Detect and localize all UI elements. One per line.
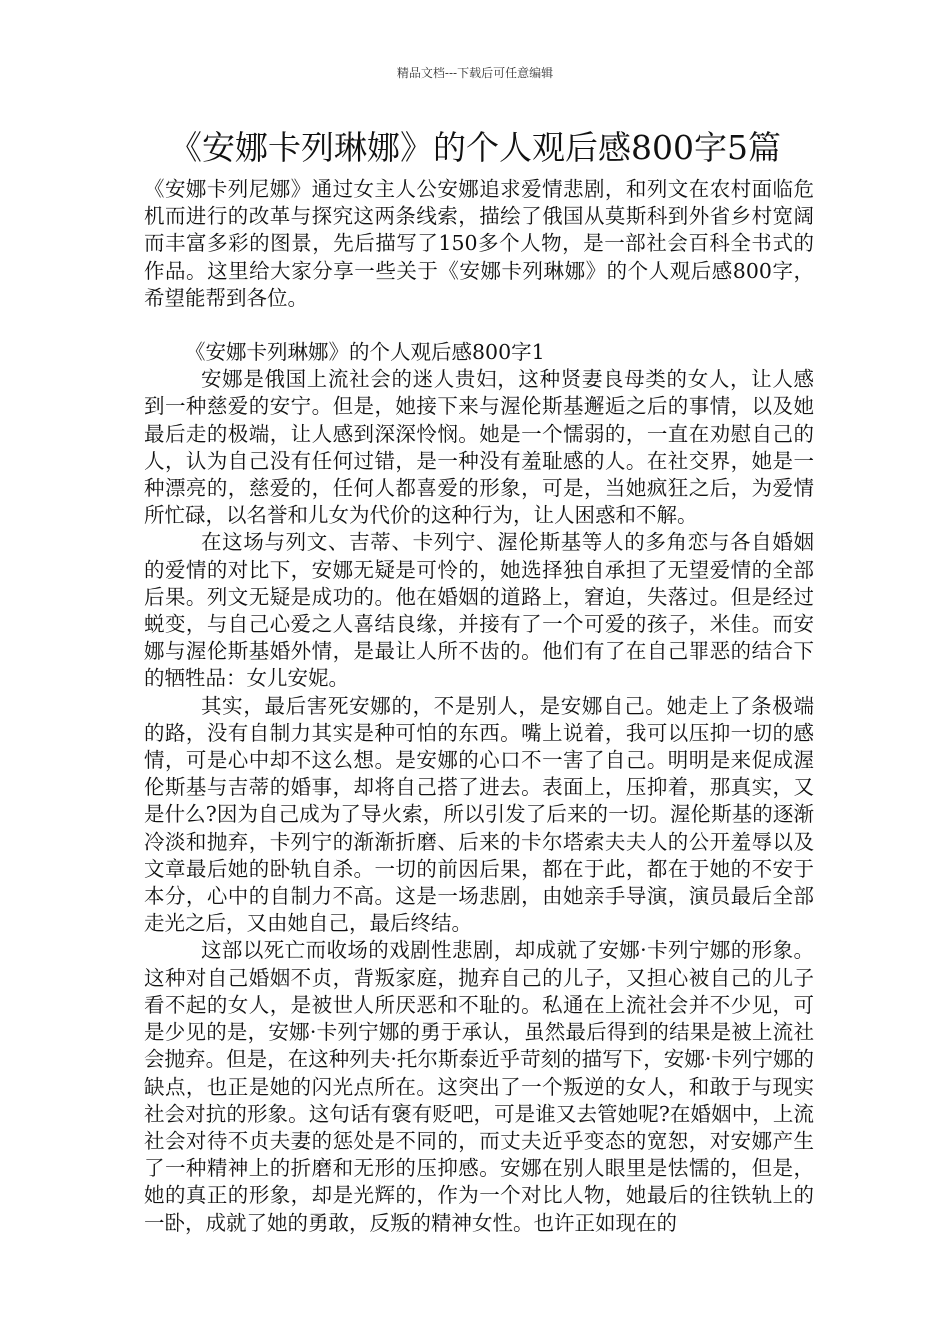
page-header: 精品文档---下载后可任意编辑 [396, 66, 554, 80]
document-body [144, 176, 814, 1237]
body-paragraph-1: 安娜是俄国上流社会的迷人贵妇，这种贤妻良母类的女人，让人感到一种慈爱的安宁。但是，她接下来与渥伦斯基邂逅之后的事情，以及她最后走的极端，让人感到深深怜悯。她是一个懦弱的，一直在劝慰自己的人，认为自己没有任何过错，是一种没有羞耻感的人。在社交界，她是一种漂亮的，慈爱的，任何人都喜爱的形象，可是，当她疯狂之后，为爱情所忙碌，以名誉和儿女为代价的这种行为，让人困惑和不解。 [144, 367, 814, 528]
spacer [144, 312, 814, 339]
section-heading: 《安娜卡列琳娜》的个人观后感800字1 [185, 340, 545, 365]
document-title: 《安娜卡列琳娜》的个人观后感800字5篇 [169, 128, 781, 167]
intro-paragraph: 《安娜卡列尼娜》通过女主人公安娜追求爱情悲剧，和列文在农村面临危机而进行的改革与探究这两条线索，描绘了俄国从莫斯科到外省乡村宽阔而丰富多彩的图景，先后描写了150多个人物，是一部社会百科全书式的作品。这里给大家分享一些关于《安娜卡列琳娜》的个人观后感800字，希望能帮到各位。 [144, 177, 814, 310]
body-paragraph-4: 这部以死亡而收场的戏剧性悲剧，却成就了安娜·卡列宁娜的形象。这种对自己婚姻不贞，背叛家庭，抛弃自己的儿子，又担心被自己的儿子看不起的女人，是被世人所厌恶和不耻的。私通在上流社会并不少见，可是少见的是，安娜·卡列宁娜的勇于承认，虽然最后得到的结果是被上流社会抛弃。但是，在这种列夫·托尔斯泰近乎苛刻的描写下，安娜·卡列宁娜的缺点，也正是她的闪光点所在。这突出了一个叛逆的女人，和敢于与现实社会对抗的形象。这句话有褒有贬吧，可是谁又去管她呢?在婚姻中，上流社会对待不贞夫妻的惩处是不同的，而丈夫近乎变态的宽恕，对安娜产生了一种精神上的折磨和无形的压抑感。安娜在别人眼里是怯懦的，但是，她的真正的形象，却是光辉的，作为一个对比人物，她最后的往铁轨上的一卧，成就了她的勇敢，反叛的精神女性。也许正如现在的 [144, 938, 814, 1235]
body-paragraph-3: 其实，最后害死安娜的，不是别人，是安娜自己。她走上了条极端的路，没有自制力其实是种可怕的东西。嘴上说着，我可以压抑一切的感情，可是心中却不这么想。是安娜的心口不一害了自己。明明是来促成渥伦斯基与吉蒂的婚事，却将自己搭了进去。表面上，压抑着，那真实，又是什么?因为自己成为了导火索，所以引发了后来的一切。渥伦斯基的逐渐冷淡和抛弃，卡列宁的渐渐折磨、后来的卡尔塔索夫夫人的公开羞辱以及文章最后她的卧轨自杀。一切的前因后果，都在于此，都在于她的不安于本分，心中的自制力不高。这是一场悲剧，由她亲手导演，演员最后全部走光之后，又由她自己，最后终结。 [144, 693, 814, 936]
body-paragraph-2: 在这场与列文、吉蒂、卡列宁、渥伦斯基等人的多角恋与各自婚姻的爱情的对比下，安娜无疑是可怜的，她选择独自承担了无望爱情的全部后果。列文无疑是成功的。他在婚姻的道路上，窘迫，失落过。但是经过蜕变，与自己心爱之人喜结良缘，并接有了一个可爱的孩子，米佳。而安娜与渥伦斯基婚外情，是最让人所不齿的。他们有了在自己罪恶的结合下的牺牲品：女儿安妮。 [144, 530, 814, 691]
